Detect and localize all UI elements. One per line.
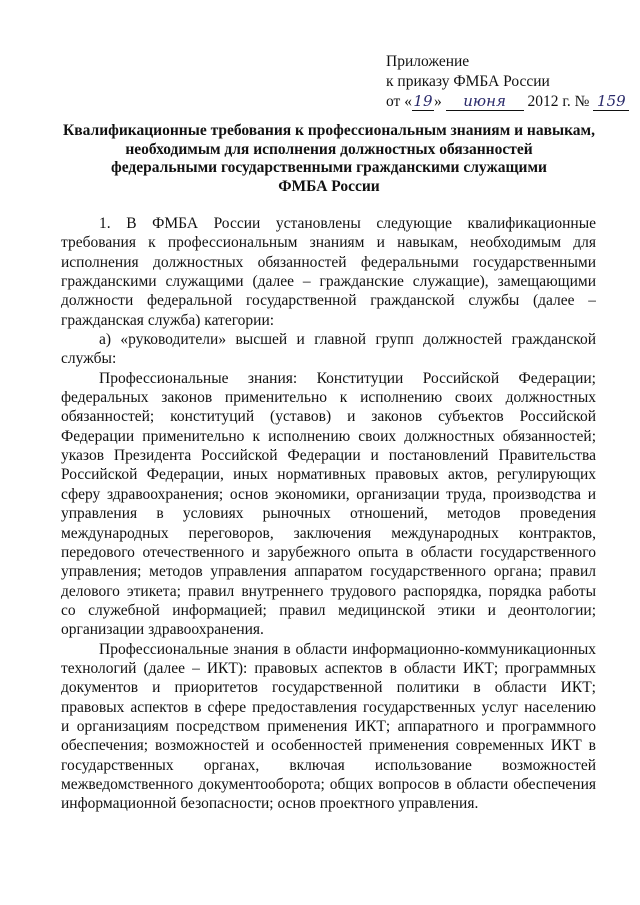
- body-line: гражданская служба) категории:: [61, 311, 275, 329]
- body-line: передового отечественного и зарубежного опыта в области государственного: [61, 543, 596, 561]
- date-day-handwritten: 19: [413, 92, 433, 110]
- body-line: государственных органах, включая использование возможностей: [61, 756, 596, 774]
- body-line: межведомственного документооборота; общих вопросов в области обеспечения: [61, 775, 596, 793]
- body-line: Российской Федерации, иных нормативных правовых актов, регулирующих: [61, 466, 596, 484]
- body-line: службы:: [61, 350, 117, 368]
- document-title: [60, 122, 598, 196]
- body-line: Профессиональные знания в области информационно-коммуникационных: [99, 640, 596, 658]
- body-line: правовых аспектов в сфере предоставления государственных услуг населению: [61, 698, 596, 716]
- date-day-blank: [412, 93, 434, 111]
- date-month-handwritten: июня: [463, 92, 506, 110]
- body-line: и организациям посредством применения ИКТ; аппаратного и программного: [61, 717, 596, 735]
- body-line: организации здравоохранения.: [61, 621, 264, 639]
- body-line: федеральных законов применительно к исполнению своих должностных: [61, 389, 596, 407]
- body-line: международных переговоров, заключения международных контрактов,: [61, 524, 596, 542]
- appendix-block: [386, 52, 629, 112]
- body-line: управления; методов управления аппаратом государственного органа; правил: [61, 563, 596, 581]
- order-number-blank: [593, 93, 629, 111]
- body-line: гражданскими служащими (далее – гражданские служащие), замещающими: [61, 273, 596, 291]
- body-line: обязанностей; конституций (уставов) и законов субъектов Российской: [61, 408, 596, 426]
- body-line: 1. В ФМБА России установлены следующие квалификационные: [99, 215, 596, 232]
- body-line: Федерации применительно к исполнению своих должностных обязанностей;: [61, 427, 596, 445]
- body-line: технологий (далее – ИКТ): правовых аспектов в области ИКТ; программных: [61, 659, 596, 677]
- appendix-order-ref: к приказу ФМБА России: [386, 73, 550, 90]
- date-prefix: от «: [386, 93, 412, 110]
- document-body: [61, 214, 596, 814]
- body-line: а) «руководители» высшей и главной групп должностей гражданской: [99, 331, 596, 349]
- date-year-text: 2012 г. №: [527, 93, 590, 110]
- body-line: документов и приоритетов государственной политики в области ИКТ;: [61, 679, 596, 697]
- body-line: указов Президента Российской Федерации и постановлений Правительства: [61, 447, 596, 465]
- title-line: необходимым для исполнения должностных обязанностей: [125, 140, 533, 158]
- body-line: сферу здравоохранения; основ экономики, организации труда, производства и: [61, 485, 596, 503]
- body-line: Профессиональные знания: Конституции Российской Федерации;: [99, 369, 596, 387]
- date-month-blank: [446, 93, 524, 111]
- body-line: исполнения должностных обязанностей федеральными государственными: [61, 253, 596, 271]
- appendix-label: Приложение: [386, 53, 470, 70]
- title-line: федеральными государственными гражданскими служащими: [111, 159, 547, 176]
- body-line: со служебной информацией; правил медицинской этики и деонтологии;: [61, 601, 596, 619]
- title-line: ФМБА России: [278, 177, 380, 195]
- body-line: требования к профессиональным знаниям и навыкам, необходимым для: [61, 234, 596, 252]
- title-line: Квалификационные требования к профессиональным знаниям и навыкам,: [63, 122, 595, 139]
- body-line: управления в условиях рыночных отношений, методов проведения: [61, 505, 596, 523]
- order-number-handwritten: 159: [597, 92, 626, 110]
- date-mid: »: [433, 93, 442, 110]
- body-line: информационной безопасности; основ проектного управления.: [61, 795, 479, 813]
- body-line: должности федеральной государственной гражданской службы (далее –: [61, 292, 596, 310]
- body-line: обеспечения; возможностей и особенностей применения современных ИКТ в: [61, 737, 596, 755]
- body-line: делового этикета; правил внутреннего трудового распорядка, порядка работы: [61, 582, 596, 600]
- appendix-date-line: [386, 92, 629, 112]
